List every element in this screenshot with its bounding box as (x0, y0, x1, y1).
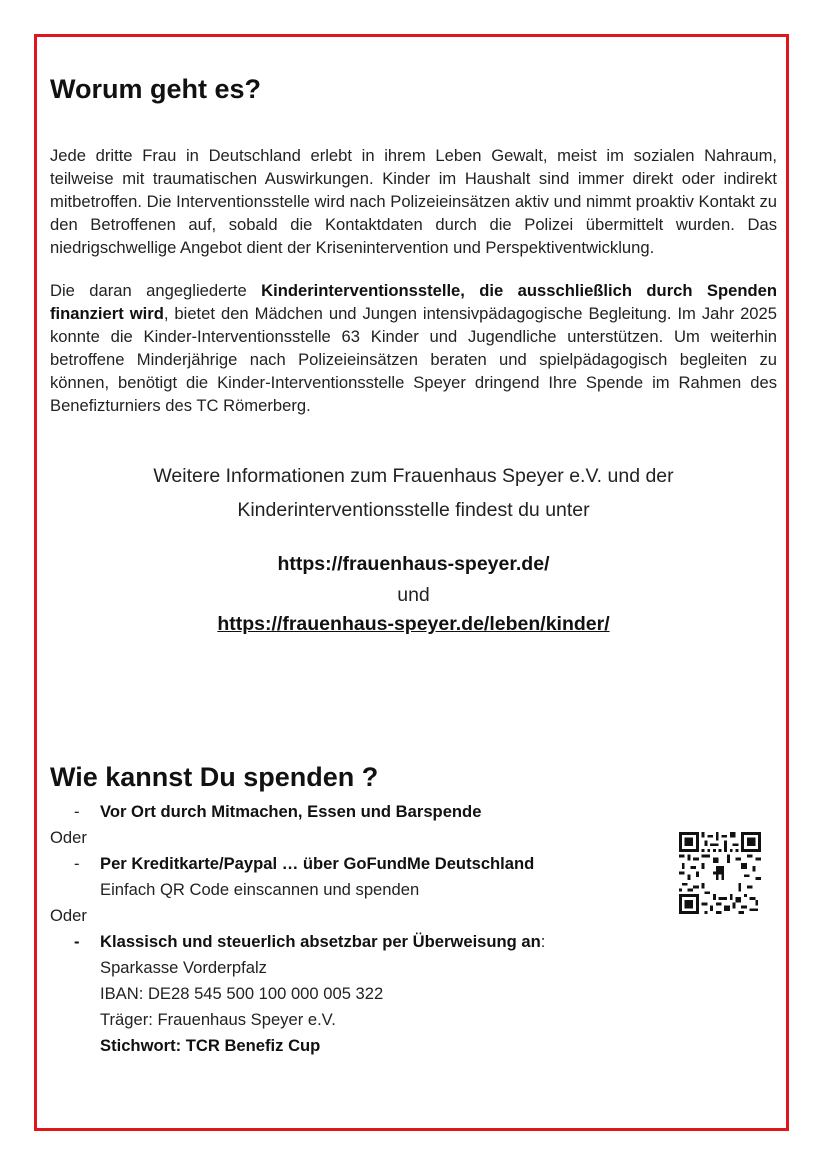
link-kinder[interactable]: https://frauenhaus-speyer.de/leben/kinder/ (217, 613, 610, 635)
info-text (50, 459, 777, 527)
info-line-2: Kinderinterventionsstelle findest du unter (237, 499, 590, 521)
list-dash: - (74, 932, 80, 951)
list-dash: - (74, 802, 80, 821)
info-line-1: Weitere Informationen zum Frauenhaus Speyer e.V. und der (153, 465, 674, 487)
bank-name: Sparkasse Vorderpfalz (100, 958, 267, 977)
option-vor-ort: Vor Ort durch Mitmachen, Essen und Barspende (100, 802, 482, 821)
or-text: Oder (50, 906, 87, 925)
and-text: und (397, 584, 430, 606)
intro-paragraph: Jede dritte Frau in Deutschland erlebt in ihrem Leben Gewalt, meist im sozialen Nahraum, teilweise mit traumatischen Auswirkungen. Kinder im Haushalt sind immer direkt oder indirekt mitbetroffen. Die Interventionsstelle wird nach Polizeieinsätzen aktiv und nimmt proaktiv Kontakt zu den Betroffenen auf, sobald die Kontaktdaten durch die Polizei übermittelt wurden. Das niedrigschwellige Angebot dient der Krisenintervention und Perspektiventwicklung. (50, 146, 777, 257)
or-text: Oder (50, 828, 87, 847)
keyword: Stichwort: TCR Benefiz Cup (100, 1036, 321, 1055)
list-dash: - (74, 854, 80, 873)
qr-code[interactable] (679, 832, 761, 914)
kinder-paragraph-bold: Kinderinterventionsstelle, die ausschließlich durch Spenden finanziert wird (50, 281, 777, 323)
option-kreditkarte: Per Kreditkarte/Paypal … über GoFundMe Deutschland (100, 854, 535, 873)
kinder-paragraph-rest: , bietet den Mädchen und Jungen intensivpädagogische Begleitung. Im Jahr 2025 konnte die Kinder-Interventionsstelle 63 Kinder und Jugendliche unterstützen. Um weiterhin betroffene Minderjährige nach Polizeieinsätzen beraten und spielpädagogisch begleiten zu können, benötigt die Kinder-Interventionsstelle Speyer dringend Ihre Spende im Rahmen des Benefizturniers des TC Römerberg. (50, 304, 777, 415)
kinder-paragraph (50, 279, 777, 417)
section-title-worum: Worum geht es? (50, 74, 262, 104)
option-ueberweisung (100, 931, 545, 953)
option-ueberweisung-colon: : (540, 932, 546, 951)
link-frauenhaus[interactable]: https://frauenhaus-speyer.de/ (277, 553, 550, 575)
option-kreditkarte-sub: Einfach QR Code einscannen und spenden (100, 880, 420, 899)
kinder-paragraph-intro: Die daran angegliederte (50, 281, 262, 300)
account-holder: Träger: Frauenhaus Speyer e.V. (100, 1010, 336, 1029)
iban: IBAN: DE28 545 500 100 000 005 322 (100, 984, 384, 1003)
option-ueberweisung-label: Klassisch und steuerlich absetzbar per Überweisung an (100, 932, 541, 951)
section-title-spenden: Wie kannst Du spenden ? (50, 762, 379, 792)
